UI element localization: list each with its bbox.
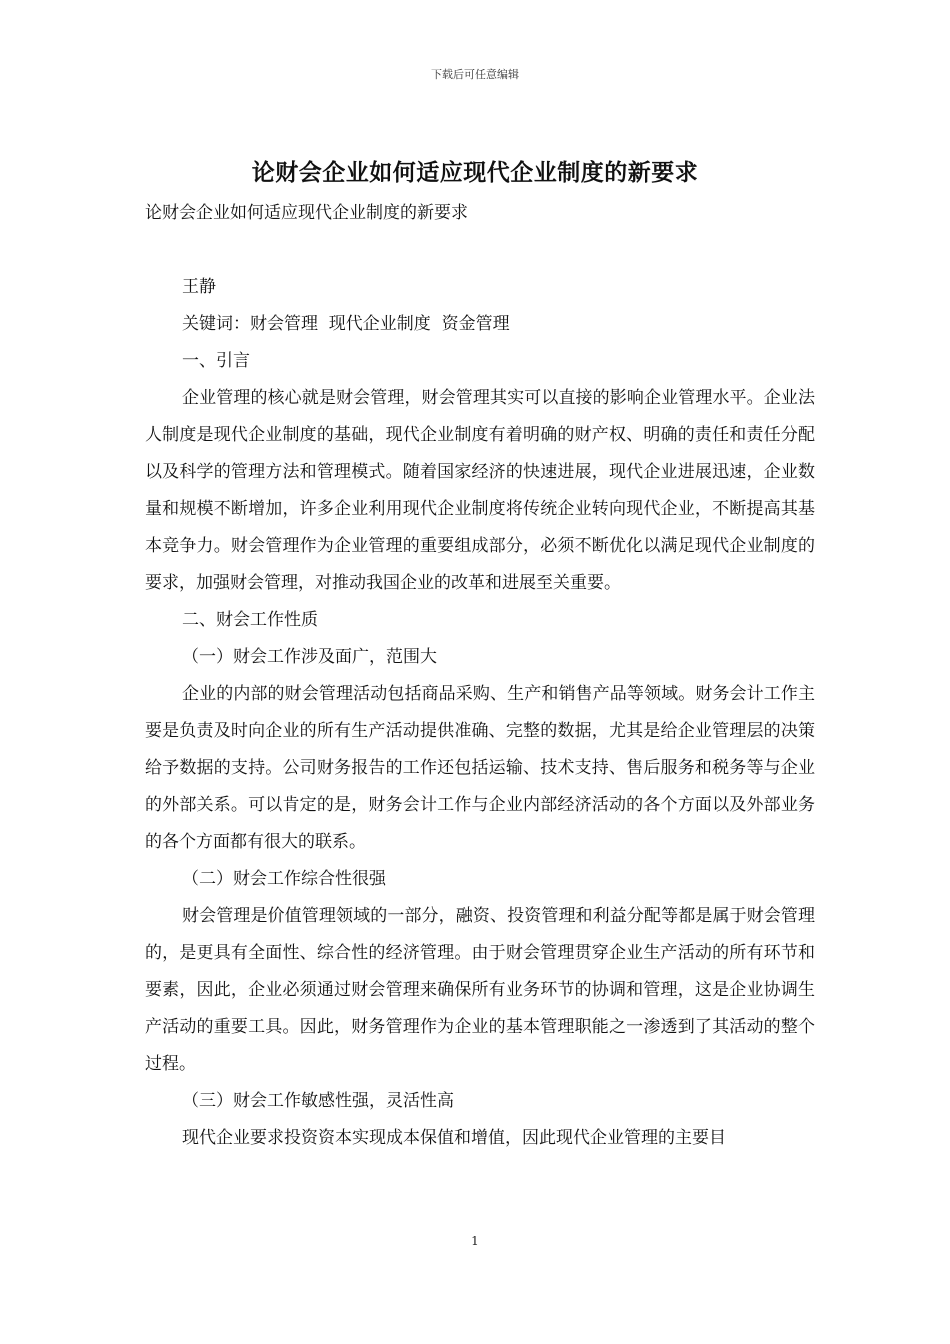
- paragraph-comprehensive: 财会管理是价值管理领域的一部分，融资、投资管理和利益分配等都是属于财会管理的，是更具有全面性、综合性的经济管理。由于财会管理贯穿企业生产活动的所有环节和要素，因此，企业必须通过财会管理来确保所有业务环节的协调和管理，这是企业协调生产活动的重要工具。因此，财务管理作为企业的基本管理职能之一渗透到了其活动的整个过程。: [145, 906, 815, 1074]
- subtitle-line: 论财会企业如何适应现代企业制度的新要求: [145, 203, 468, 223]
- keywords-line: 关键词：财会管理 现代企业制度 资金管理: [182, 314, 510, 334]
- header-note: 下载后可任意编辑: [431, 68, 519, 81]
- document-body: [145, 195, 815, 1157]
- blank-line: [145, 232, 815, 269]
- section-heading-nature: 二、财会工作性质: [182, 610, 318, 630]
- subsection-heading-sensitivity: （三）财会工作敏感性强，灵活性高: [182, 1091, 454, 1111]
- subsection-heading-comprehensive: （二）财会工作综合性很强: [182, 869, 386, 889]
- subsection-heading-scope: （一）财会工作涉及面广，范围大: [182, 647, 437, 667]
- document-title: 论财会企业如何适应现代企业制度的新要求: [251, 159, 699, 186]
- paragraph-sensitivity: 现代企业要求投资资本实现成本保值和增值，因此现代企业管理的主要目: [182, 1128, 726, 1148]
- paragraph-introduction: 企业管理的核心就是财会管理，财会管理其实可以直接的影响企业管理水平。企业法人制度是现代企业制度的基础，现代企业制度有着明确的财产权、明确的责任和责任分配以及科学的管理方法和管理模式。随着国家经济的快速进展，现代企业进展迅速，企业数量和规模不断增加，许多企业利用现代企业制度将传统企业转向现代企业，不断提高其基本竞争力。财会管理作为企业管理的重要组成部分，必须不断优化以满足现代企业制度的要求，加强财会管理，对推动我国企业的改革和进展至关重要。: [145, 388, 815, 593]
- page-number: 1: [471, 1234, 479, 1248]
- paragraph-scope: 企业的内部的财会管理活动包括商品采购、生产和销售产品等领域。财务会计工作主要是负责及时向企业的所有生产活动提供准确、完整的数据，尤其是给企业管理层的决策给予数据的支持。公司财务报告的工作还包括运输、技术支持、售后服务和税务等与企业的外部关系。可以肯定的是，财务会计工作与企业内部经济活动的各个方面以及外部业务的各个方面都有很大的联系。: [145, 684, 815, 852]
- author-line: 王静: [182, 277, 216, 297]
- section-heading-introduction: 一、引言: [182, 351, 250, 371]
